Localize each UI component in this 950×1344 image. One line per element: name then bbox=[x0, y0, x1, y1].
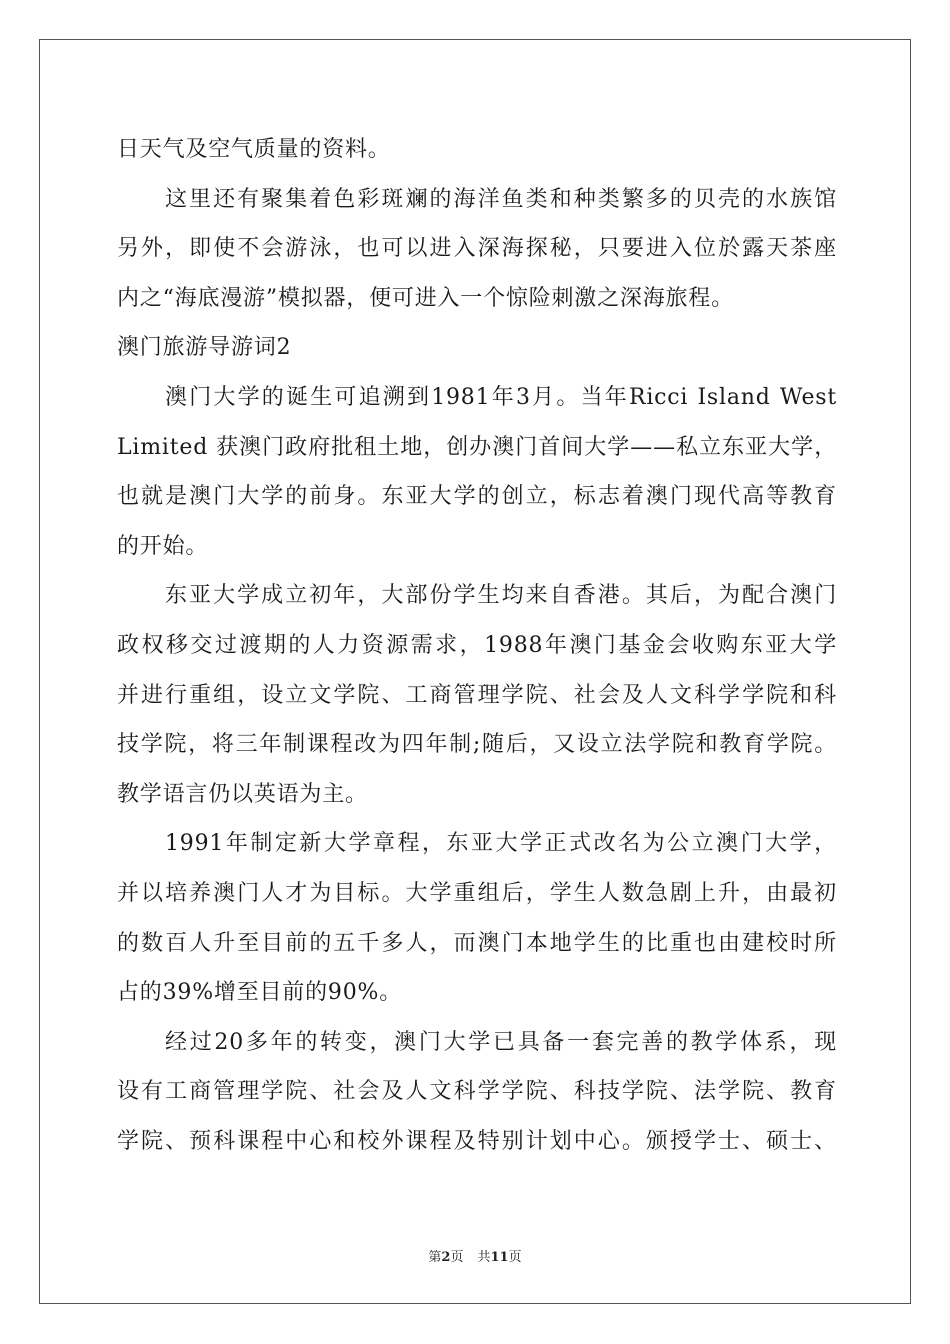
page-footer bbox=[0, 1246, 950, 1265]
text-line: 日天气及空气质量的资料。 bbox=[117, 137, 391, 162]
paragraph-first-line: 这里还有聚集着色彩斑斓的海洋鱼类和种类繁多的贝壳的水族馆 bbox=[165, 186, 837, 212]
text-line: 学院、预科课程中心和校外课程及特别计划中心。颁授学士、硕士、 bbox=[117, 1128, 837, 1154]
text-line: 并进行重组，设立文学院、工商管理学院、社会及人文科学学院和科 bbox=[117, 682, 837, 708]
total-prefix: 共 bbox=[477, 1250, 491, 1265]
text-line: 的开始。 bbox=[117, 533, 209, 559]
text-line: 教学语言仍以英语为主。 bbox=[117, 781, 368, 807]
page-number: 2 bbox=[441, 1250, 451, 1265]
total-pages: 11 bbox=[490, 1250, 509, 1265]
document-body bbox=[117, 125, 837, 1166]
text-line: 的数百人升至目前的五千多人，而澳门本地学生的比重也由建校时所 bbox=[117, 930, 837, 956]
text-line: 也就是澳门大学的前身。东亚大学的创立，标志着澳门现代高等教育 bbox=[117, 484, 837, 510]
text-line: 政权移交过渡期的人力资源需求，1988年澳门基金会收购东亚大学 bbox=[117, 632, 837, 658]
section-heading: 澳门旅游导游词2 bbox=[117, 335, 292, 361]
paragraph-first-line: 澳门大学的诞生可追溯到1981年3月。当年Ricci Island West bbox=[165, 384, 837, 410]
paragraph-first-line: 东亚大学成立初年，大部份学生均来自香港。其后，为配合澳门 bbox=[165, 583, 837, 609]
text-line: 占的39%增至目前的90%。 bbox=[117, 980, 402, 1006]
page-prefix: 第 bbox=[428, 1250, 442, 1265]
total-suffix: 页 bbox=[508, 1250, 522, 1265]
text-line: 内之“海底漫游”模拟器，便可进入一个惊险刺激之深海旅程。 bbox=[117, 285, 734, 311]
paragraph-first-line: 经过20多年的转变，澳门大学已具备一套完善的教学体系，现 bbox=[165, 1029, 837, 1055]
page-suffix: 页 bbox=[450, 1250, 464, 1265]
paragraph-first-line: 1991年制定新大学章程，东亚大学正式改名为公立澳门大学， bbox=[165, 831, 837, 857]
text-line: 并以培养澳门人才为目标。大学重组后，学生人数急剧上升，由最初 bbox=[117, 880, 837, 906]
text-line: 技学院，将三年制课程改为四年制;随后，又设立法学院和教育学院。 bbox=[117, 732, 837, 758]
text-line: Limited 获澳门政府批租土地，创办澳门首间大学——私立东亚大学， bbox=[117, 434, 837, 460]
text-line: 另外，即使不会游泳，也可以进入深海探秘，只要进入位於露天茶座 bbox=[117, 236, 837, 262]
text-line: 设有工商管理学院、社会及人文科学学院、科技学院、法学院、教育 bbox=[117, 1079, 837, 1105]
